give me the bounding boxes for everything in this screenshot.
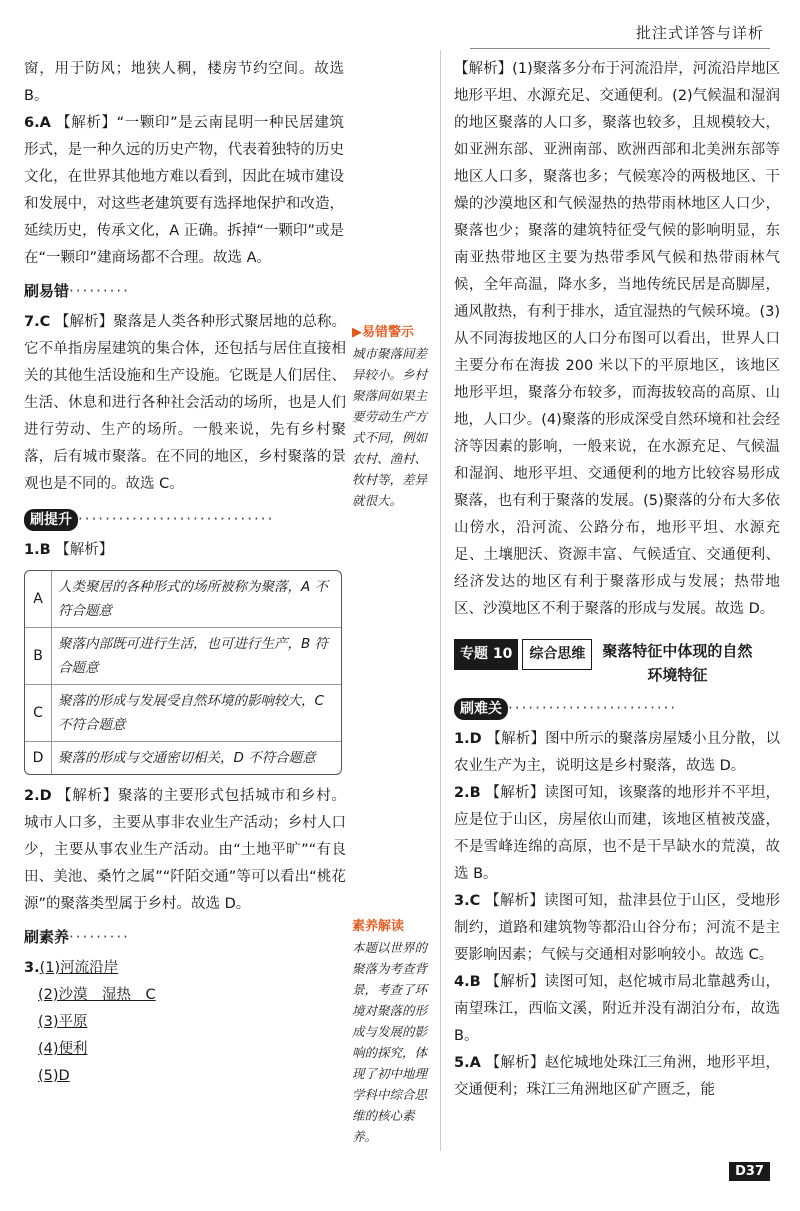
section-title: 刷提升	[24, 509, 78, 531]
answer-r1	[454, 726, 780, 780]
option-text: 聚落的形成与发展受自然环境的影响较大，C 不符合题意	[58, 693, 324, 733]
section-title: 刷易错	[24, 282, 70, 300]
answer-text: 【解析】图中所示的聚落房屋矮小且分散，以农业生产为主，说明这是乡村聚落，故选 D。	[454, 731, 780, 774]
column-divider	[440, 50, 441, 1151]
option-row	[25, 741, 341, 774]
answer-2	[24, 783, 346, 918]
right-column	[454, 56, 780, 1104]
note-tag: 素养解读	[352, 919, 405, 934]
side-note-error-warning	[352, 322, 436, 511]
answer-r3	[454, 888, 780, 969]
answer-text: 【解析】赵佗城地处珠江三角洲，地形平坦，交通便利；珠江三角洲地区矿产匮乏，能	[454, 1055, 781, 1098]
answer-num: 2.B	[454, 785, 481, 801]
fill-item: (5)D	[38, 1068, 70, 1084]
answer-r4	[454, 969, 780, 1050]
option-letter: B	[25, 628, 52, 684]
topic-banner	[454, 639, 780, 687]
fill-item: (4)便利	[38, 1041, 88, 1057]
option-row	[25, 627, 341, 684]
option-row	[25, 571, 341, 627]
header-title: 批注式详答与详析	[635, 24, 764, 42]
topic-title: 聚落特征中体现的自然环境特征	[602, 642, 753, 684]
answer-text: 【解析】读图可知，赵佗城市局北靠越秀山，南望珠江，西临文溪，附近并没有湖泊分布，故选 B。	[454, 974, 781, 1044]
page-number: D37	[729, 1162, 770, 1181]
answer-num: 4.B	[454, 974, 481, 990]
option-text: 聚落的形成与交通密切相关，D 不符合题意	[58, 750, 316, 766]
section-heading: 刷难关 ·························	[454, 695, 780, 722]
answer-text: 【解析】读图可知，该聚落的地形并不平坦，应是位于山区，房屋依山而建，该地区植被茂盛，不是雪峰连绵的高原，也不是干旱缺水的荒漠，故选 B。	[454, 785, 781, 882]
option-letter: C	[25, 685, 52, 741]
answer-1	[24, 537, 344, 564]
answer-num: 1.D	[454, 731, 482, 747]
answer-r2	[454, 780, 780, 888]
topic-number: 专题 10	[454, 639, 518, 670]
answer-num: 5.A	[454, 1055, 481, 1071]
answer-text: 【解析】	[55, 542, 114, 558]
answer-num: 7.C	[24, 314, 51, 330]
note-text: 本题以世界的聚落为考查背景，考查了环境对聚落的形成与发展的影响的探究，体现了初中地理学科中综合思维的核心素养。	[352, 940, 428, 1144]
answer-num: 3.C	[454, 893, 481, 909]
answer-r5	[454, 1050, 780, 1104]
answer-3	[24, 955, 344, 1090]
answer-7	[24, 309, 346, 498]
section-heading: 刷提升 ·····························	[24, 506, 344, 533]
answer-num: 1.B	[24, 542, 51, 558]
side-note-literacy	[352, 916, 436, 1147]
answer-text: 【解析】“一颗印”是云南昆明一种民居建筑形式，是一种久远的历史产物，代表着独特的历史文化，在世界其他地方难以看到，因此在城市建设和发展中，对这些老建筑要有选择地保护和改造，延续历史，传承文化，A 正确。拆掉“一颗印”或是在“一颗印”建商场都不合理。故选 A。	[24, 115, 345, 266]
answer-text: 【解析】聚落是人类各种形式聚居地的总称。它不单指房屋建筑的集合体，还包括与居住直接相关的其他生活设施和生产设施。它既是人们居住、生活、休息和进行各种社会活动的场所，也是人们进行劳动、生产的场所。一般来说，先有乡村聚落，后有城市聚落。在不同的地区，乡村聚落的景观也是不同的。故选 C。	[24, 314, 347, 492]
fill-item: (1)河流沿岸	[39, 960, 119, 976]
option-letter: A	[25, 571, 52, 627]
paragraph: 窗，用于防风；地狭人稠，楼房节约空间。故选 B。	[24, 61, 344, 104]
answer-6	[24, 110, 344, 272]
option-text: 聚落内部既可进行生活，也可进行生产，B 符合题意	[58, 636, 329, 676]
section-heading: 刷易错·········	[24, 282, 130, 300]
answer-text: 【解析】聚落的主要形式包括城市和乡村。城市人口多，主要从事非农业生产活动；乡村人口少，主要从事农业生产活动。由“土地平旷”“有良田、美池、桑竹之属”“阡陌交通”等可以看出“桃花源”的聚落类型属于乡村。故选 D。	[24, 788, 346, 912]
answer-num: 2.D	[24, 788, 52, 804]
header-rule	[470, 48, 770, 49]
section-title: 刷素养	[24, 928, 70, 946]
fill-item: (3)平原	[38, 1014, 88, 1030]
answer-text: 【解析】读图可知，盐津县位于山区，受地形制约，道路和建筑物等都沿山谷分布；河流不是主要影响因素；气候与交通相对影响较小。故选 C。	[454, 893, 781, 963]
option-row	[25, 684, 341, 741]
answer-num: 6.A	[24, 115, 51, 131]
left-column	[24, 56, 347, 1090]
section-heading: 刷素养·········	[24, 928, 130, 946]
option-text: 人类聚居的各种形式的场所被称为聚落，A 不符合题意	[58, 579, 329, 619]
fill-item: (2)沙漠 湿热 C	[38, 987, 156, 1003]
topic-kind: 综合思维	[522, 639, 592, 670]
options-table	[24, 570, 342, 775]
answer-num: 3.	[24, 960, 40, 976]
section-title: 刷难关	[454, 698, 508, 720]
note-text: 城市聚落间差异较小。乡村聚落间如果主要劳动生产方式不同，例如农村、渔村、牧村等，差异就很大。	[352, 346, 428, 508]
analysis-paragraph: 【解析】(1)聚落多分布于河流沿岸，河流沿岸地区地形平坦、水源充足、交通便利。(2)气候温和湿润的地区聚落的人口多，聚落也较多，且规模较大，如亚洲东部、亚洲南部、欧洲西部和北美洲东部等地区人口多，聚落也多；气候寒冷的两极地区、干燥的沙漠地区和气候湿热的热带雨林地区人口少，聚落也少；聚落的建筑特征受气候的影响明显，东南亚热带地区主要为热带季风气候和热带雨林气候，全年高温，降水多，当地传统民居是高脚屋，通风散热，有利于排水，适宜湿热的气候环境。(3)从不同海拔地区的人口分布图可以看出，世界人口主要分布在海拔 200 米以下的平原地区，该地区地形平坦，聚落分布较多，而海拔较高的高原、山地，人口少。(4)聚落的形成深受自然环境和社会经济等因素的影响，一般来说，在水源充足、气候温和湿润、地形平坦、交通便利的地方比较容易形成聚落，也有利于聚落的发展。(5)聚落的分布大多依山傍水，沿河流、公路分布，地形平坦、水源充足、土壤肥沃、资源丰富、气候适宜、交通便利、经济发达的地区有利于聚落形成与发展；热带地区、沙漠地区不利于聚落的形成与发展。故选 D。	[454, 61, 780, 617]
option-letter: D	[25, 742, 52, 774]
note-tag: ▶易错警示	[352, 325, 414, 340]
